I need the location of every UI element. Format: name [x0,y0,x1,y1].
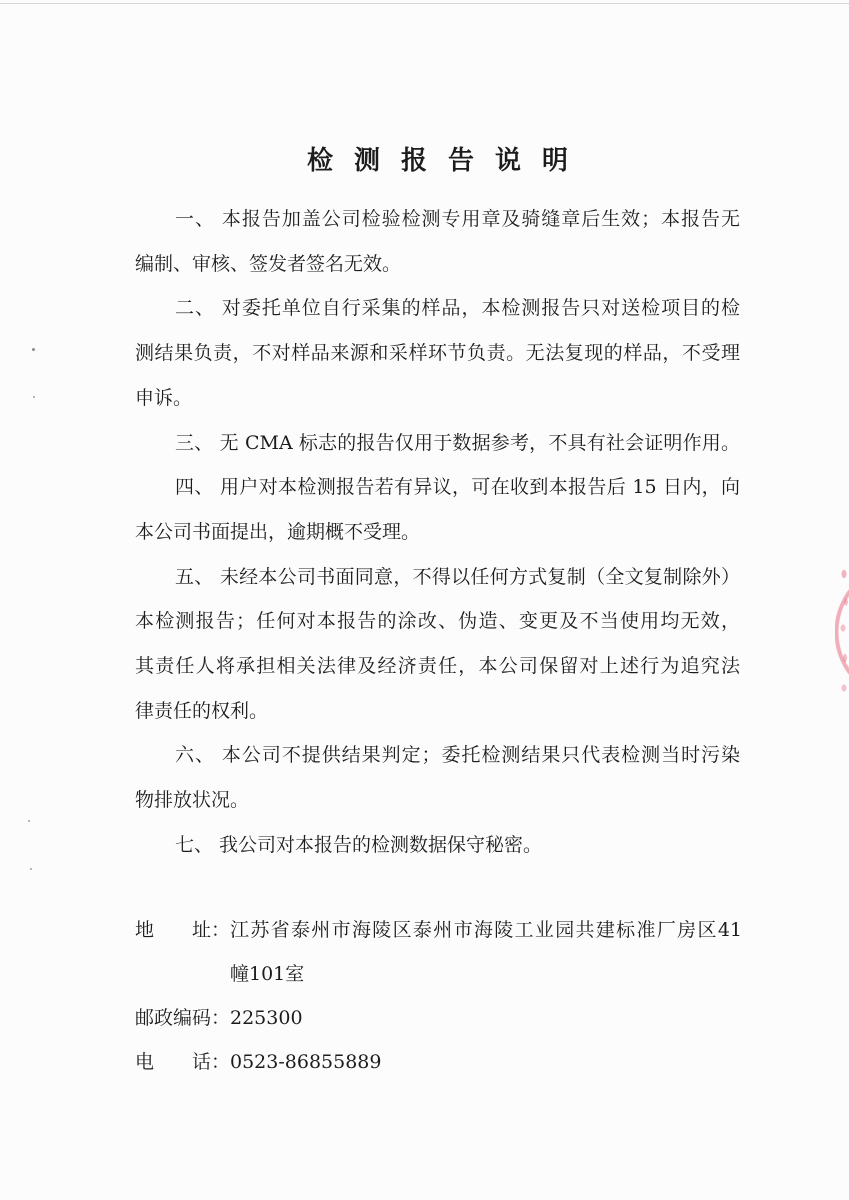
note-line: 物排放状况。 [135,789,250,812]
note-item-3 [135,421,740,466]
seam-seal-fragment [835,558,849,706]
scan-speck [30,868,32,870]
note-line: 其责任人将承担相关法律及经济责任，本公司保留对上述行为追究法 [135,655,740,678]
note-line: 申诉。 [135,386,193,409]
address-label: 地 址： [135,919,231,941]
note-item-5 [135,555,740,734]
note-item-6 [135,733,740,822]
phone-row [135,1040,742,1084]
note-line: 六、 本公司不提供结果判定；委托检测结果只代表检测当时污染 [175,744,740,767]
note-line: 七、 我公司对本报告的检测数据保守秘密。 [175,833,543,856]
note-line: 律责任的权利。 [135,699,269,722]
note-line: 五、 未经本公司书面同意，不得以任何方式复制（全文复制除外） [175,565,740,588]
postal-code-label: 邮政编码： [135,1007,231,1029]
note-line: 三、 无 CMA 标志的报告仅用于数据参考，不具有社会证明作用。 [175,431,740,454]
phone-label: 电 话： [135,1051,231,1073]
scan-speck [28,820,30,822]
document-title: 检测报告说明 [306,146,589,176]
note-line: 本公司书面提出，逾期概不受理。 [135,520,421,543]
phone-value: 0523-86855889 [230,1051,382,1073]
notes-list [135,197,740,868]
note-line: 一、 本报告加盖公司检验检测专用章及骑缝章后生效；本报告无 [175,208,740,230]
scan-speck [32,348,35,351]
note-item-7 [135,823,740,868]
address-line: 幢101室 [230,963,305,985]
note-line: 测结果负责，不对样品来源和采样环节负责。无法复现的样品，不受理 [135,342,740,365]
postal-code-value: 225300 [230,1007,303,1029]
postal-code-row [135,996,742,1040]
note-item-2 [135,286,740,420]
note-line: 二、 对委托单位自行采集的样品，本检测报告只对送检项目的检 [175,297,740,320]
note-item-4 [135,465,740,554]
address-value [230,908,742,996]
note-line: 本检测报告；任何对本报告的涂改、伪造、变更及不当使用均无效， [135,610,740,633]
address-line: 江苏省泰州市海陵区泰州市海陵工业园共建标准厂房区41 [230,919,742,941]
note-line: 编制、审核、签发者签名无效。 [135,252,402,275]
scan-top-edge [0,3,849,4]
address-row [135,908,742,996]
contact-block [135,908,742,1084]
note-item-1 [135,197,740,286]
note-line: 四、 用户对本检测报告若有异议，可在收到本报告后 15 日内，向 [175,476,740,499]
scan-speck [33,396,35,398]
